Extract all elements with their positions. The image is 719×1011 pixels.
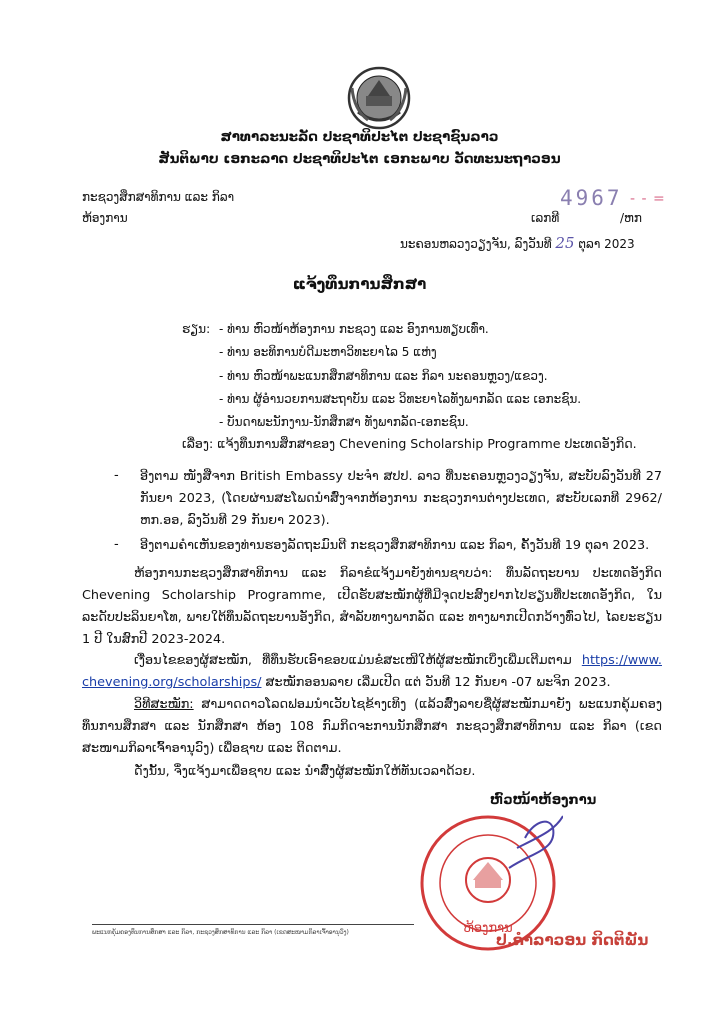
document-number-suffix-marks: - - =	[630, 191, 666, 207]
body-paragraph-2	[82, 650, 662, 694]
date-line	[400, 234, 635, 252]
chevening-link[interactable]: https://www.	[581, 653, 662, 668]
bullet-marker: -	[114, 468, 119, 483]
lao-national-emblem-icon	[344, 66, 414, 130]
office-name: ຫ້ອງການ	[82, 211, 128, 225]
subject-line: ເລື່ອງ: ແຈ້ງທຶນການສຶກສາຂອງ Chevening Scholarship Programme ປະເທດອັງກິດ.	[182, 436, 637, 451]
paragraph-2-dates: ສະໝັກອອນລາຍ ເລີ່ມເປີດ ແຕ່ ວັນທີ 12 ກັນຍາ -07 ພະຈິກ 2023.	[265, 675, 611, 690]
body-paragraph-3	[82, 694, 662, 760]
how-to-apply-label: ວິທີສະໝັກ:	[134, 697, 194, 712]
recipient-item: - ທ່ານ ຫົວໜ້າພະແນກສຶກສາທິການ ແລະ ກິລາ ນະຄອນຫຼວງ/ແຂວງ.	[219, 369, 548, 383]
reference-item-1: ອີງຕາມ ໜັງສືຈາກ British Embassy ປະຈຳ ສປປ. ລາວ ທີ່ນະຄອນຫຼວງວຽງຈັນ, ສະບັບລົງວັນທີ 27 ກັນຍາ 2023, (ໂດຍຜ່ານສະໂພດນຳສົ່ງຈາກຫ້ອງການ ກະຊວງການຕ່າງປະເທດ, ສະບັບເລກທີ 2962/ຫກ.ອອ, ລົງວັນທີ 29 ກັນຍາ 2023).	[140, 469, 662, 528]
recipients-label: ຮຽນ:	[182, 322, 211, 336]
number-suffix: /ຫກ	[620, 211, 642, 225]
recipient-item: - ທ່ານ ຫົວໜ້າຫ້ອງການ ກະຊວງ ແລະ ອົງການທຽບເທົ່າ.	[219, 322, 489, 336]
document-number: 4967	[560, 186, 623, 210]
body-paragraph-4: ດັ່ງນັ້ນ, ຈຶ່ງແຈ້ງມາເພື່ອຊາບ ແລະ ນຳສົ່ງຜູ້ສະໝັກໃຫ້ທັນເວລາດ້ວຍ.	[134, 764, 476, 779]
footer-text: ພະແນກຄຸ້ມຄອງທຶນການສຶກສາ ແລະ ກິລາ, ກະຊວງສຶກສາທິການ ແລະ ກິລາ (ເຂດສະໜາມກິລາເຈົ້າອານຸວົງ)	[92, 929, 349, 936]
stamp-text: ຫ້ອງການ	[463, 921, 513, 936]
date-month-year: ຕຸລາ 2023	[578, 237, 635, 251]
footer-divider	[92, 924, 414, 925]
header-line-1: ສາທາລະນະລັດ ປະຊາທິປະໄຕ ປະຊາຊົນລາວ	[220, 129, 499, 145]
reference-item-2: ອີງຕາມຄຳເຫັນຂອງທ່ານຮອງລັດຖະມົນຕີ ກະຊວງສຶກສາທິການ ແລະ ກິລາ, ຄັ້ງວັນທີ 19 ຕຸລາ 2023.	[140, 538, 650, 553]
paragraph-2-intro: ເງື່ອນໄຂຂອງຜູ້ສະໝັກ, ທີ່ທຶນຮັບເອົາຂອບແມ່ນຂໍສະເໜີໃຫ້ຜູ້ສະໝັກເບິ່ງເພີ່ມເຕີມຕາມ	[134, 653, 572, 668]
how-to-apply-text: ສາມາດດາວໂລດຟອມນຳເວັບໄຊຂ້າງເທິງ (ແລ້ວສົ່ງລາຍຊື່ຜູ້ສະໝັກມາຍັງ ພະແນກຄຸ້ມຄອງທຶນການສຶກສາ ແລະ ນັກສຶກສາ ຫ້ອງ 108 ກົມກິດຈະການນັກສຶກສາ ກະຊວງສຶກສາທິການ ແລະ ກິລາ (ເຂດສະໜາມກິລາເຈົ້າອານຸວົງ) ເພື່ອຊາບ ແລະ ຕິດຕາມ.	[82, 697, 662, 756]
signatory-name: ປ.ຄຳລາວອນ ກິດຕິພັນ	[496, 931, 649, 949]
date-prefix: ນະຄອນຫລວງວຽງຈັນ, ລົງວັນທີ	[400, 237, 552, 251]
recipient-item: - ທ່ານ ຜູ້ອຳນວຍການສະຖາບັນ ແລະ ວິທະຍາໄລທັງພາກລັດ ແລະ ເອກະຊົນ.	[219, 392, 582, 406]
recipient-item: - ບັນດາພະນັກງານ-ນັກສຶກສາ ທັງພາກລັດ-ເອກະຊົນ.	[219, 415, 469, 429]
date-day-handwritten: 25	[555, 234, 575, 252]
signatory-title: ຫົວໜ້າຫ້ອງການ	[490, 793, 597, 808]
recipient-item: - ທ່ານ ອະທິການບໍດີມະຫາວິທະຍາໄລ 5 ແຫ່ງ	[219, 345, 437, 359]
chevening-link-continued[interactable]: chevening.org/scholarships/	[82, 675, 262, 690]
body-paragraph-1: ຫ້ອງການກະຊວງສຶກສາທິການ ແລະ ກິລາຂໍແຈ້ງມາຍັງທ່ານຊາບວ່າ: ທຶນລັດຖະບານ ປະເທດອັງກິດ Chevening Scholarship Programme, ເປີດຮັບສະໝັກຜູ້ທີ່ມີຈຸດປະສົງຢາກໄປຮຽນທີ່ປະເທດອັງກິດ, ໃນລະດັບປະລິນຍາໂທ, ພາຍໃຕ້ທຶນລັດຖະບານອັງກິດ, ສຳລັບທາງພາກລັດ ແລະ ທາງພາກເປີດກວ້າງທົ່ວໄປ, ໄລຍະຮຽນ 1 ປີ ໃນສົກປີ 2023-2024.	[82, 566, 662, 647]
ministry-name: ກະຊວງສຶກສາທິການ ແລະ ກິລາ	[82, 190, 235, 204]
header-line-2: ສັນຕິພາບ ເອກະລາດ ປະຊາທິປະໄຕ ເອກະພາບ ວັດທະນະຖາວອນ	[158, 151, 561, 167]
document-title: ແຈ້ງທຶນການສຶກສາ	[292, 275, 427, 293]
number-label: ເລກທີ	[531, 211, 560, 225]
bullet-marker: -	[114, 537, 119, 552]
